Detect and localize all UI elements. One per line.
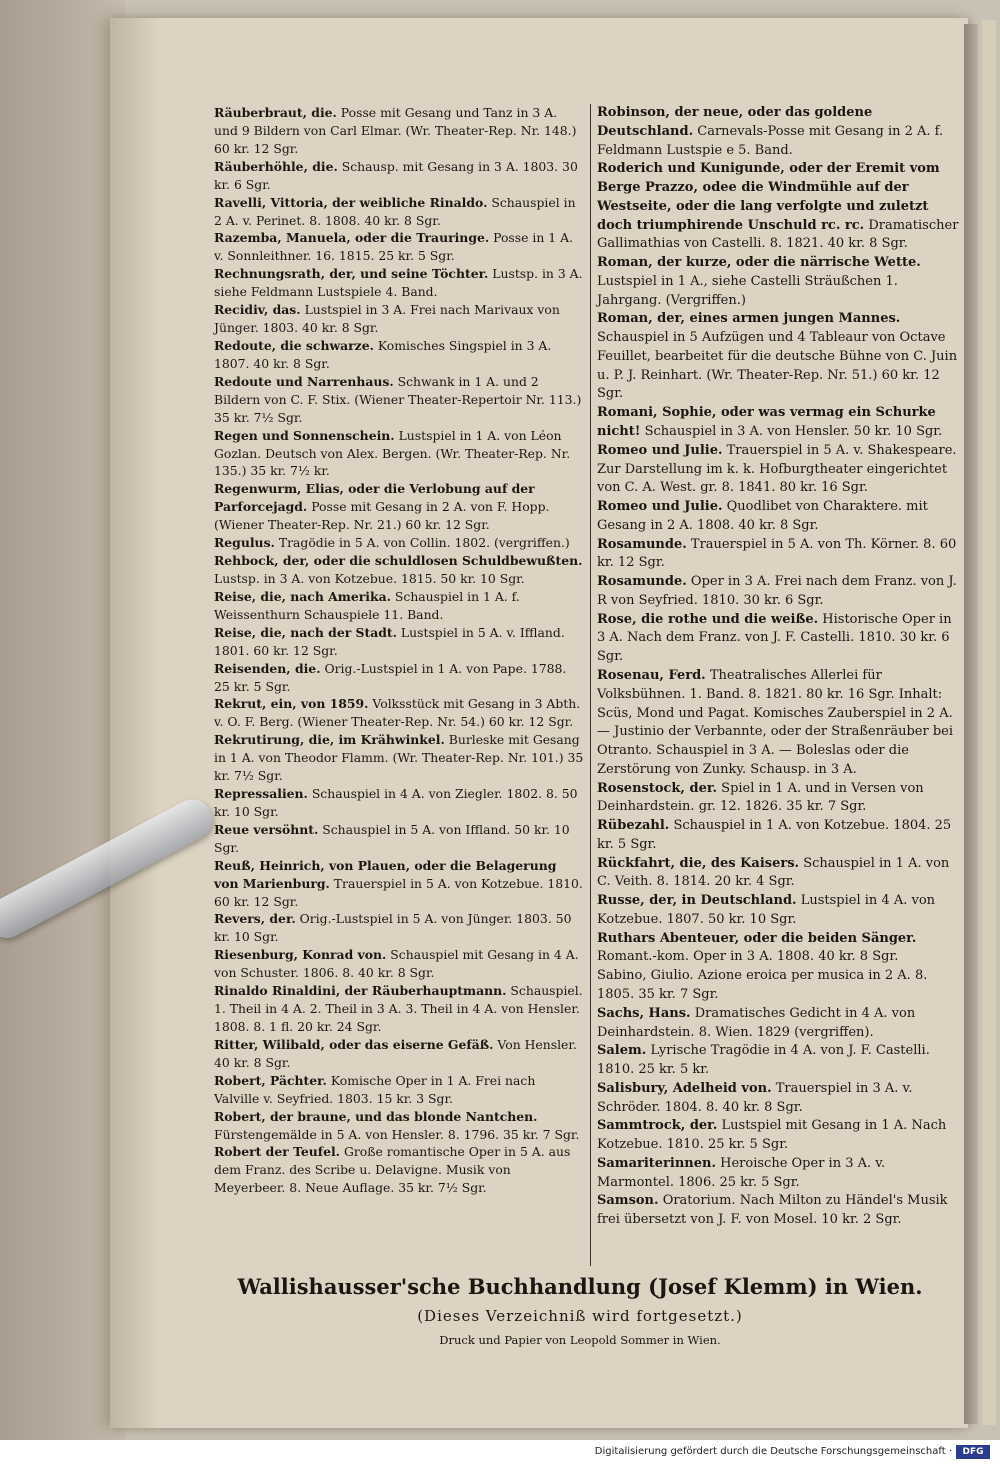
entry-description: Lustspiel in 3 A. Frei nach Marivaux von Jünger. 1803. 40 kr. 8 Sgr. [214, 302, 560, 336]
entry-title: Salem. [597, 1043, 647, 1059]
catalog-entry [214, 480, 584, 534]
catalog-entry [214, 265, 584, 301]
entry-description: Romant.-kom. Oper in 3 A. 1808. 40 kr. 8 Sgr. [597, 949, 899, 965]
catalog-entry [597, 1080, 961, 1118]
entry-title: Romeo und Julie. [597, 499, 723, 515]
entry-title: Rechnungsrath, der, und seine Töchter. [214, 266, 489, 282]
catalog-entry [597, 404, 961, 442]
entry-title: Redoute, die schwarze. [214, 337, 374, 353]
entry-description: Trauerspiel in 5 A. von Th. Körner. 8. 60 kr. 12 Sgr. [597, 536, 957, 571]
page-edge [964, 24, 978, 1424]
entry-title: Rosamunde. [597, 574, 687, 590]
entry-title: Romeo und Julie. [597, 442, 723, 458]
entry-description: Schauspiel in 1 A. von Kotzebue. 1804. 25 kr. 5 Sgr. [597, 818, 952, 852]
printer-line: Druck und Papier von Leopold Sommer in Wien. [439, 1333, 721, 1347]
entry-description: Schauspiel in 4 A. von Ziegler. 1802. 8. 50 kr. 10 Sgr. [214, 786, 578, 819]
entry-title: Reuß, Heinrich, von Plauen, oder die Belagerung von Marienburg. [214, 857, 557, 891]
entry-title: Reise, die, nach der Stadt. [214, 624, 397, 640]
entry-description: Lustspiel in 5 A. v. Iffland. 1801. 60 kr. 12 Sgr. [214, 624, 565, 658]
catalog-entry [214, 1143, 584, 1197]
entry-title: Regulus. [214, 535, 275, 551]
entry-description: Lustspiel mit Gesang in 1 A. Nach Kotzebue. 1810. 25 kr. 5 Sgr. [597, 1118, 947, 1153]
catalog-entry [214, 785, 584, 821]
catalog-entry [597, 967, 961, 1005]
catalog-entry [214, 821, 584, 857]
catalog-entry [597, 498, 961, 536]
catalog-entry [214, 946, 584, 982]
entry-description: Fürstengemälde in 5 A. von Hensler. 8. 1796. 35 kr. 7 Sgr. [214, 1126, 580, 1142]
entry-title: Reue versöhnt. [214, 821, 319, 837]
entry-description: Historische Oper in 3 A. Nach dem Franz. von J. F. Castelli. 1810. 30 kr. 6 Sgr. [597, 611, 952, 665]
entry-title: Russe, der, in Deutschland. [597, 893, 797, 909]
entry-title: Redoute und Narrenhaus. [214, 373, 394, 389]
catalog-entry [597, 536, 961, 574]
entry-title: Samariterinnen. [597, 1155, 716, 1171]
entry-description: Schauspiel in 1 A. von C. Veith. 8. 1814. 20 kr. 4 Sgr. [597, 855, 950, 890]
entry-description: Theatralisches Allerlei für Volksbühnen. 1. Band. 8. 1821. 80 kr. 16 Sgr. Inhalt: Scüs, Mond und Pagat. Komisches Zauberspiel in 2 A. — Justinio der Verbannte, oder der Straßenräuber bei Otranto. Schauspiel in 3 A. — Boleslas oder die Zerstörung von Zunky. Schausp. in 3 A. [597, 667, 953, 777]
right-column [597, 104, 961, 1230]
entry-description: Posse mit Gesang in 2 A. von F. Hopp. (Wiener Theater-Rep. Nr. 21.) 60 kr. 12 Sgr. [214, 499, 550, 533]
catalog-entry [214, 104, 584, 158]
entry-title: Ruthars Abenteuer, oder die beiden Sänger. [597, 930, 917, 946]
catalog-entry [597, 254, 961, 310]
catalog-entry [214, 194, 584, 230]
entry-description: Schauspiel in 5 Aufzügen und 4 Tableaur von Octave Feuillet, bearbeitet für die deutsche Bühne von C. Juin u. P. J. Reinhart. (Wr. Theater-Rep. Nr. 51.) 60 kr. 12 Sgr. [597, 330, 958, 402]
entry-title: Robert, Pächter. [214, 1072, 327, 1088]
entry-title: Ravelli, Vittoria, der weibliche Rinaldo. [214, 194, 488, 210]
catalog-entry [214, 857, 584, 911]
entry-description: Burleske mit Gesang in 1 A. von Theodor Flamm. (Wr. Theater-Rep. Nr. 101.) 35 kr. 7½ Sgr. [214, 732, 584, 784]
entry-title: Robinson, der neue, oder das goldene Deutschland. [597, 105, 873, 139]
entry-description: Dramatischer Gallimathias von Castelli. 8. 1821. 40 kr. 8 Sgr. [597, 217, 959, 252]
catalog-entry [214, 534, 584, 552]
entry-description: Volksstück mit Gesang in 3 Abth. v. O. F. Berg. (Wiener Theater-Rep. Nr. 54.) 60 kr. 12 Sgr. [214, 696, 581, 730]
catalog-entry [214, 337, 584, 373]
entry-description: Oratorium. Nach Milton zu Händel's Musik frei übersetzt von J. F. von Mosel. 10 kr. 2 Sgr. [597, 1193, 948, 1228]
entry-description: Trauerspiel in 5 A. von Kotzebue. 1810. 60 kr. 12 Sgr. [214, 875, 583, 909]
entry-title: Rübezahl. [597, 818, 670, 834]
catalog-entry [597, 1192, 961, 1230]
entry-title: Samson. [597, 1193, 659, 1209]
entry-description: Schauspiel in 2 A. v. Perinet. 8. 1808. 40 kr. 8 Sgr. [214, 194, 576, 228]
entry-description: Oper in 3 A. Frei nach dem Franz. von J. R von Seyfried. 1810. 30 kr. 6 Sgr. [597, 574, 957, 608]
catalog-entry [214, 588, 584, 624]
catalog-entry [214, 427, 584, 481]
entry-title: Rekrutirung, die, im Krähwinkel. [214, 732, 445, 748]
entry-title: Sachs, Hans. [597, 1005, 691, 1021]
entry-description: Von Hensler. 40 kr. 8 Sgr. [214, 1036, 577, 1070]
entry-title: Salisbury, Adelheid von. [597, 1080, 772, 1096]
entry-title: Regenwurm, Elias, oder die Verlobung auf der Parforcejagd. [214, 481, 535, 515]
column-divider [590, 104, 591, 1266]
entry-title: Roderich und Kunigunde, oder der Eremit vom Berge Prazzo, odee die Windmühle auf der Westseite, oder die lang verfolgte und zuletzt doch triumphirende Unschuld rc. rc. [597, 161, 940, 233]
entry-description: Tragödie in 5 A. von Collin. 1802. (vergriffen.) [278, 535, 570, 551]
entry-description: Quodlibet von Charaktere. mit Gesang in 2 A. 1808. 40 kr. 8 Sgr. [597, 499, 928, 533]
scan-margin-strip [982, 20, 996, 1425]
entry-description: Lustsp. in 3 A. von Kotzebue. 1815. 50 kr. 10 Sgr. [214, 570, 525, 586]
entry-description: Komische Oper in 1 A. Frei nach Valville v. Seyfried. 1803. 15 kr. 3 Sgr. [214, 1072, 536, 1106]
catalog-entry [214, 552, 584, 588]
entry-title: Rosenau, Ferd. [597, 667, 706, 683]
dfg-logo: DFG [956, 1445, 990, 1459]
entry-description: Komisches Singspiel in 3 A. 1807. 40 kr. 8 Sgr. [214, 337, 552, 371]
catalog-entry [214, 1072, 584, 1108]
publisher-line: Wallishausser'sche Buchhandlung (Josef Klemm) in Wien. [237, 1274, 923, 1299]
catalog-entry [597, 310, 961, 404]
catalog-entry [214, 1036, 584, 1072]
entry-title: Roman, der, eines armen jungen Mannes. [597, 311, 901, 327]
entry-description: Schauspiel. 1. Theil in 4 A. 2. Theil in 3 A. 3. Theil in 4 A. von Hensler. 1808. 8. 1 fl. 20 kr. 24 Sgr. [214, 983, 583, 1035]
catalog-entry [597, 817, 961, 855]
catalog-entry [597, 573, 961, 611]
entry-title: Ritter, Wilibald, oder das eiserne Gefäß. [214, 1036, 494, 1052]
entry-description: Heroische Oper in 3 A. v. Marmontel. 1806. 25 kr. 5 Sgr. [597, 1155, 886, 1190]
entry-description: Lustsp. in 3 A. siehe Feldmann Lustspiele 4. Band. [214, 266, 583, 300]
catalog-entry [597, 1005, 961, 1043]
catalog-entry [214, 731, 584, 785]
entry-description: Lustspiel in 1 A. von Léon Gozlan. Deutsch von Alex. Bergen. (Wr. Theater-Rep. Nr. 135.) 35 kr. 7½ kr. [214, 427, 571, 479]
entry-title: Roman, der kurze, oder die närrische Wette. [597, 255, 921, 271]
entry-title: Romani, Sophie, oder was vermag ein Schurke nicht! [597, 405, 936, 440]
catalog-entry [214, 229, 584, 265]
catalog-entry [214, 158, 584, 194]
entry-title: Recidiv, das. [214, 302, 301, 318]
catalog-entry [597, 442, 961, 498]
catalog-entry [214, 660, 584, 696]
catalog-entry [214, 982, 584, 1036]
catalog-entry [214, 624, 584, 660]
entry-description: Schauspiel in 5 A. von Iffland. 50 kr. 10 Sgr. [214, 821, 570, 855]
entry-description: Spiel in 1 A. und in Versen von Deinhardstein. gr. 12. 1826. 35 kr. 7 Sgr. [597, 780, 924, 815]
entry-description: Orig.-Lustspiel in 1 A. von Pape. 1788. 25 kr. 5 Sgr. [214, 660, 567, 694]
left-column [214, 104, 584, 1197]
entry-description: Trauerspiel in 3 A. v. Schröder. 1804. 8. 40 kr. 8 Sgr. [597, 1080, 913, 1115]
entry-title: Rose, die rothe und die weiße. [597, 611, 819, 627]
catalog-entry [597, 1042, 961, 1080]
entry-title: Rosenstock, der. [597, 780, 718, 796]
catalog-entry [597, 930, 961, 968]
footer-credit: Digitalisierung gefördert durch die Deutsche Forschungsgemeinschaft · [594, 1446, 952, 1457]
entry-description: Schauspiel in 3 A. von Hensler. 50 kr. 10 Sgr. [644, 424, 943, 440]
continuation-note: (Dieses Verzeichniß wird fortgesetzt.) [417, 1307, 743, 1325]
entry-title: Revers, der. [214, 911, 296, 927]
entry-description: Dramatisches Gedicht in 4 A. von Deinhardstein. 8. Wien. 1829 (vergriffen). [597, 1005, 916, 1040]
entry-description: Lustspiel in 4 A. von Kotzebue. 1807. 50 kr. 10 Sgr. [597, 893, 936, 927]
entry-title: Rückfahrt, die, des Kaisers. [597, 855, 800, 871]
entry-title: Repressalien. [214, 786, 308, 802]
entry-title: Robert, der braune, und das blonde Nantchen. [214, 1108, 538, 1124]
catalog-entry [597, 160, 961, 254]
entry-title: Rekrut, ein, von 1859. [214, 696, 369, 712]
catalog-entry [597, 104, 961, 160]
book-cover-board [0, 0, 125, 1440]
entry-title: Sammtrock, der. [597, 1118, 718, 1134]
entry-title: Regen und Sonnenschein. [214, 427, 395, 443]
entry-description: Schwank in 1 A. und 2 Bildern von C. F. Stix. (Wiener Theater-Repertoir Nr. 113.) 35 kr. 7½ Sgr. [214, 373, 582, 425]
entry-title: Räuberbraut, die. [214, 105, 337, 120]
entry-title: Reisenden, die. [214, 660, 321, 676]
entry-description: Carnevals-Posse mit Gesang in 2 A. f. Feldmann Lustspie e 5. Band. [597, 123, 944, 158]
entry-title: Reise, die, nach Amerika. [214, 588, 391, 604]
entry-description: Große romantische Oper in 5 A. aus dem Franz. des Scribe u. Delavigne. Musik von Meyerbeer. 8. Neue Auflage. 35 kr. 7½ Sgr. [214, 1144, 571, 1196]
imprint [200, 1272, 960, 1350]
entry-description: Lustspiel in 1 A., siehe Castelli Sträußchen 1. Jahrgang. (Vergriffen.) [597, 273, 898, 308]
entry-title: Riesenburg, Konrad von. [214, 947, 387, 963]
entry-title: Räuberhöhle, die. [214, 158, 338, 174]
entry-description: Schauspiel in 1 A. f. Weissenthurn Schauspiele 11. Band. [214, 588, 520, 622]
catalog-entry [214, 910, 584, 946]
entry-description: Posse in 1 A. v. Sonnleithner. 16. 1815. 25 kr. 5 Sgr. [214, 230, 574, 264]
catalog-entry [214, 695, 584, 731]
catalog-entry [597, 1117, 961, 1155]
catalog-entry [214, 1108, 584, 1144]
entry-description: Sabino, Giulio. Azione eroica per musica in 2 A. 8. 1805. 35 kr. 7 Sgr. [597, 968, 928, 1002]
catalog-entry [597, 667, 961, 780]
entry-title: Robert der Teufel. [214, 1144, 340, 1160]
catalog-entry [597, 780, 961, 818]
catalog-entry [214, 373, 584, 427]
catalog-entry [214, 301, 584, 337]
entry-description: Lyrische Tragödie in 4 A. von J. F. Castelli. 1810. 25 kr. 5 kr. [597, 1043, 930, 1078]
entry-description: Trauerspiel in 5 A. v. Shakespeare. Zur Darstellung im k. k. Hofburgtheater eingerichtet von C. A. West. gr. 8. 1841. 80 kr. 16 Sgr. [597, 442, 957, 496]
entry-description: Schausp. mit Gesang in 3 A. 1803. 30 kr. 6 Sgr. [214, 158, 578, 192]
entry-description: Posse mit Gesang und Tanz in 3 A. und 9 Bildern von Carl Elmar. (Wr. Theater-Rep. Nr. 148.) 60 kr. 12 Sgr. [214, 105, 577, 156]
catalog-entry [597, 855, 961, 893]
entry-title: Razemba, Manuela, oder die Trauringe. [214, 230, 490, 246]
spine-shadow [110, 18, 160, 1428]
entry-title: Rinaldo Rinaldini, der Räuberhauptmann. [214, 983, 507, 999]
entry-description: Orig.-Lustspiel in 5 A. von Jünger. 1803. 50 kr. 10 Sgr. [214, 911, 572, 945]
entry-title: Rosamunde. [597, 536, 687, 552]
entry-description: Schauspiel mit Gesang in 4 A. von Schuster. 1806. 8. 40 kr. 8 Sgr. [214, 947, 579, 981]
entry-title: Rehbock, der, oder die schuldlosen Schuldbewußten. [214, 553, 583, 569]
catalog-entry [597, 892, 961, 930]
catalog-entry [597, 611, 961, 667]
catalog-entry [597, 1155, 961, 1193]
